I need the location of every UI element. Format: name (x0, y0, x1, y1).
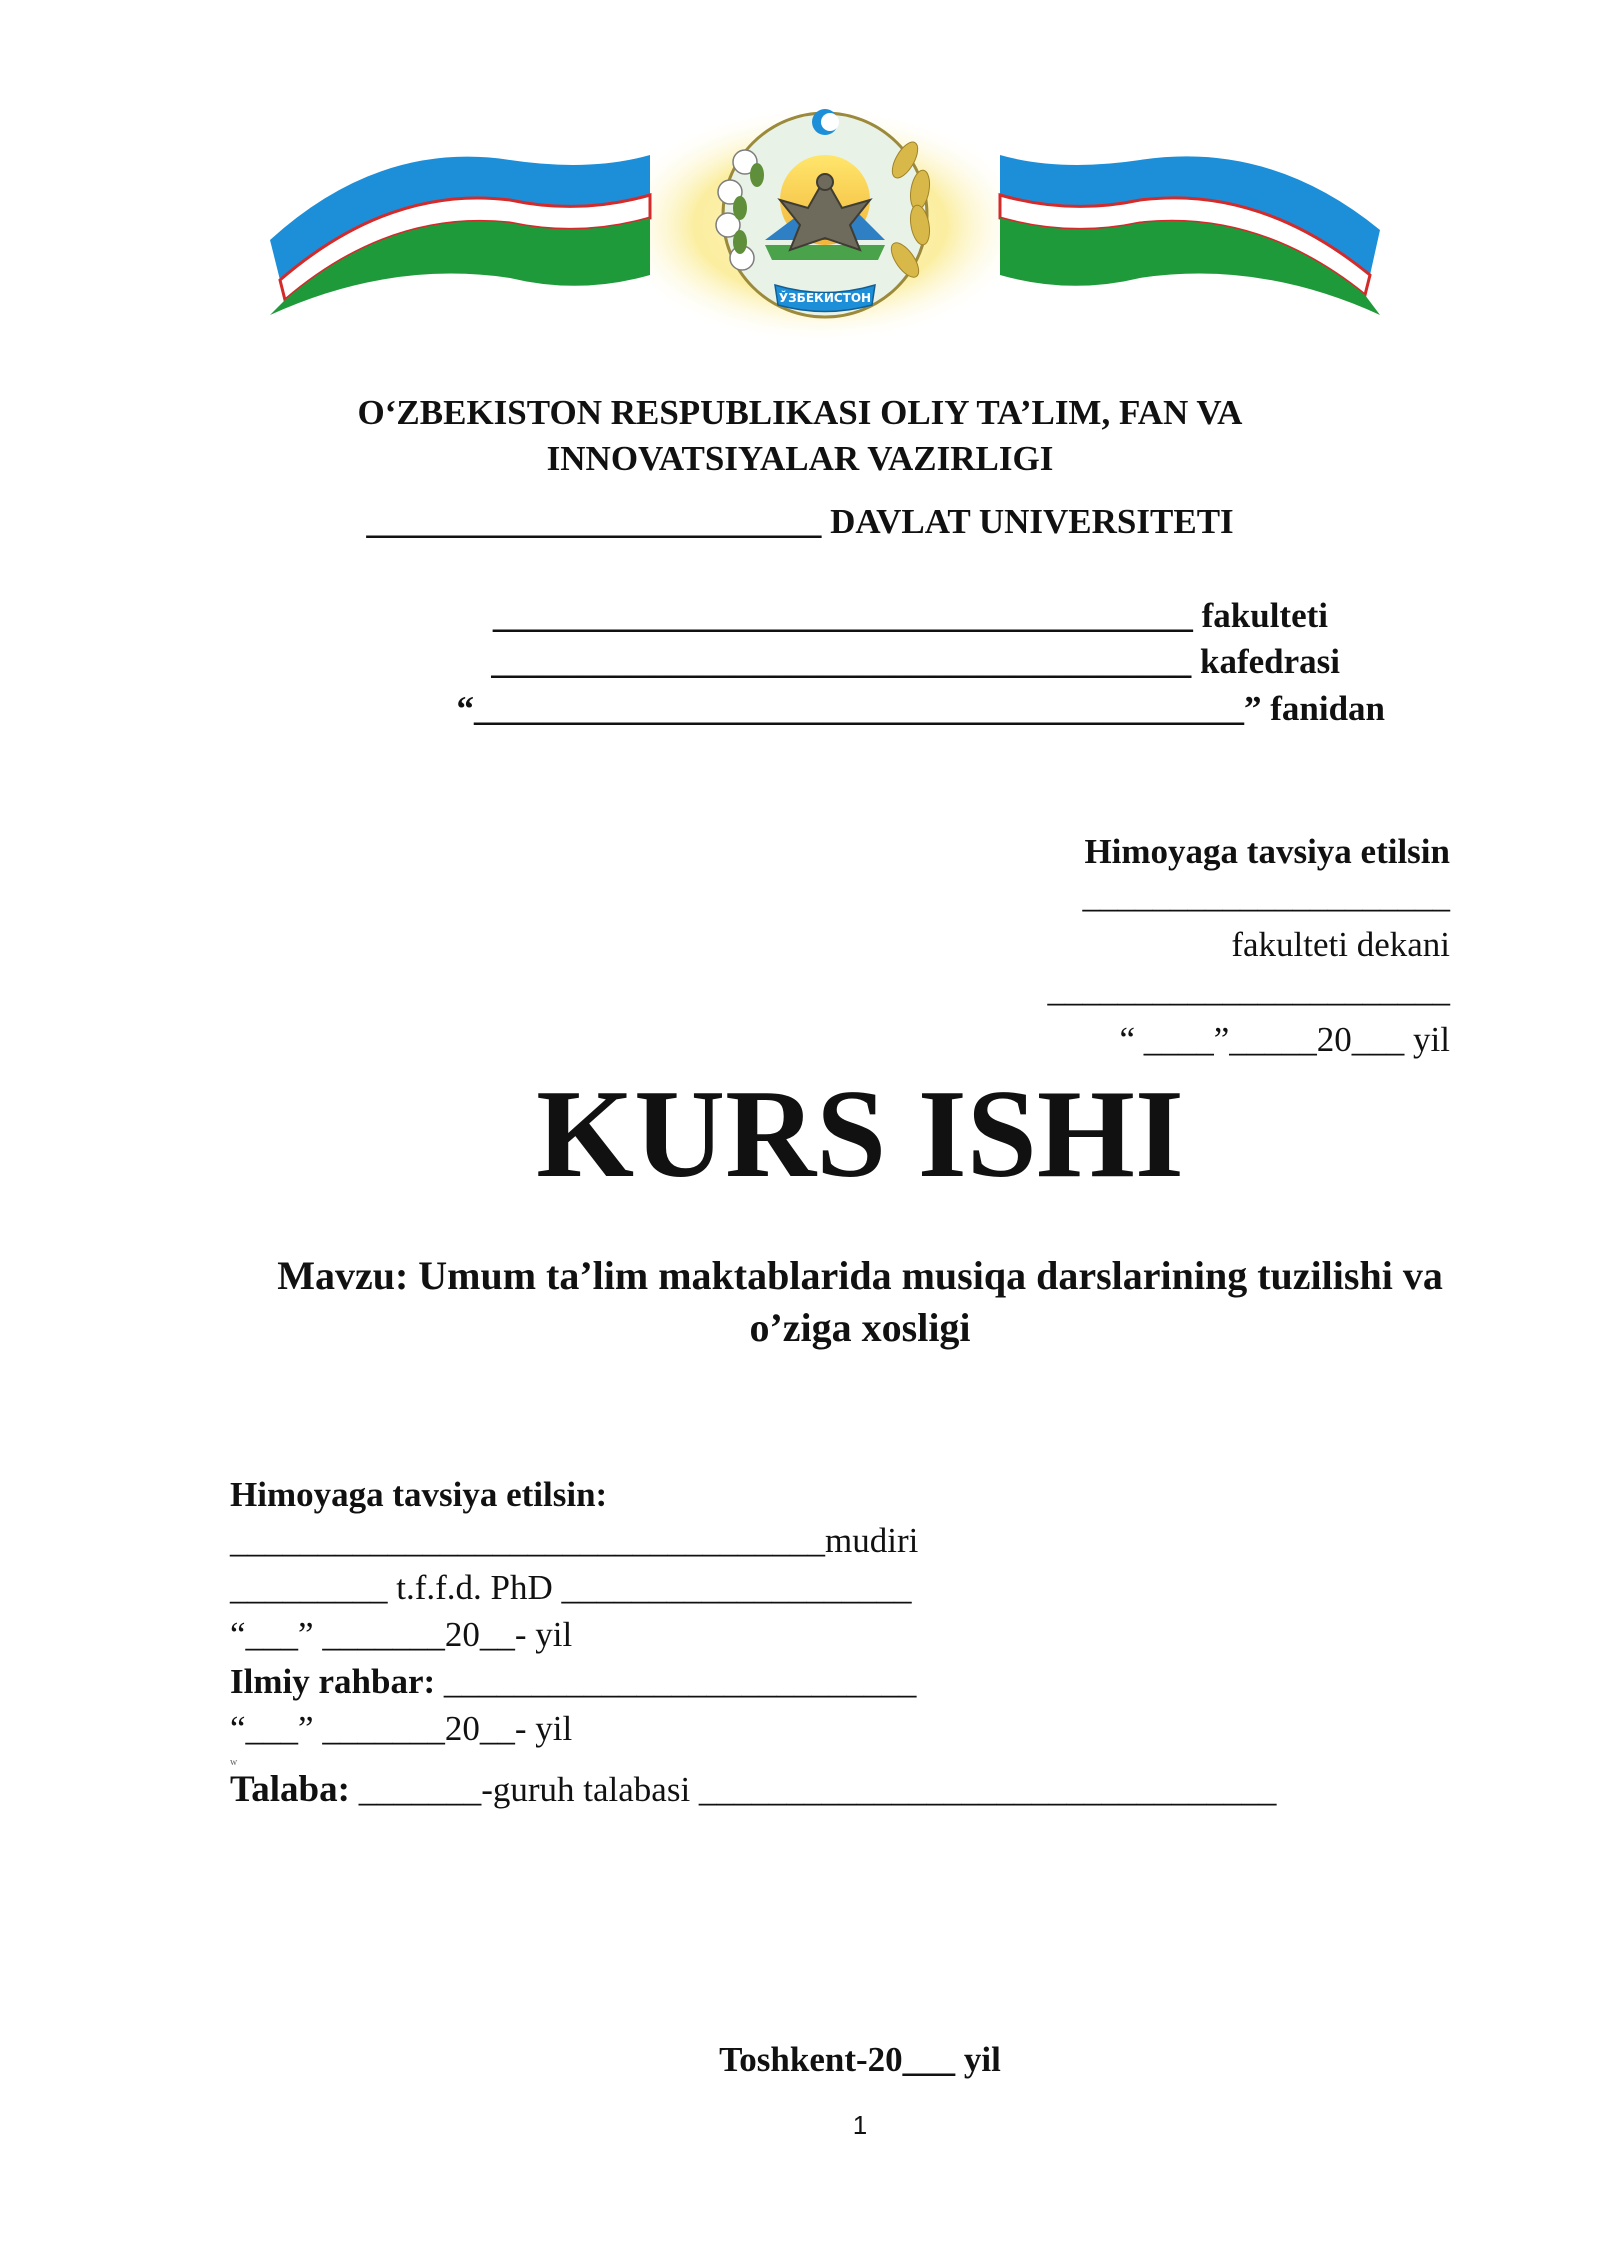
approval-right-line-1: _____________________ (1082, 876, 1450, 915)
student-row (230, 1768, 1276, 1811)
dean-label: fakulteti dekani (1231, 925, 1450, 964)
document-title: KURS ISHI (536, 1065, 1184, 1204)
subject-line: “____________________________________________” fanidan (456, 689, 1385, 728)
ministry-heading (0, 390, 1600, 482)
degree-line: _________ t.f.f.d. PhD ____________________ (230, 1568, 912, 1607)
supervisor-row (230, 1662, 916, 1702)
approval-right-date: “ ____”_____20___ yil (1119, 1020, 1450, 1059)
university-line: __________________________ DAVLAT UNIVERSITETI (366, 502, 1234, 541)
supervisor-label: Ilmiy rahbar: (230, 1662, 436, 1701)
department-line: ________________________________________ kafedrasi (491, 642, 1340, 681)
department-head-line: __________________________________mudiri (230, 1521, 919, 1560)
approval-left-heading: Himoyaga tavsiya etilsin: (230, 1475, 608, 1514)
student-label: Talaba: (230, 1769, 350, 1810)
approval-date-2: “___” _______20__- yil (230, 1709, 573, 1748)
city-year: Toshkent-20___ yil (719, 2040, 1001, 2079)
student-line: _______-guruh talabasi _________________________________ (349, 1770, 1277, 1809)
approval-right-heading: Himoyaga tavsiya etilsin (1084, 832, 1450, 871)
page-number: 1 (852, 2110, 868, 2140)
supervisor-line: ___________________________ (435, 1662, 917, 1701)
uzbekistan-state-emblem-with-flag-icon (260, 100, 1390, 340)
emblem-ribbon-text: ЎЗБЕКИСТОН (778, 291, 872, 305)
tiny-mark: w (230, 1757, 238, 1768)
approval-date-1: “___” _______20__- yil (230, 1615, 573, 1654)
approval-right-line-2: _______________________ (1047, 970, 1450, 1009)
ministry-line-2: INNOVATSIYALAR VAZIRLIGI (546, 439, 1054, 478)
topic-line-1: Mavzu: Umum ta’lim maktablarida musiqa darslarining tuzilishi va (277, 1253, 1443, 1298)
ministry-line-1: O‘ZBEKISTON RESPUBLIKASI OLIY TA’LIM, FAN VA (357, 393, 1243, 432)
topic-line-2: o’ziga xosligi (749, 1305, 971, 1350)
topic-block (230, 1250, 1490, 1354)
faculty-line: ________________________________________ fakulteti (492, 596, 1328, 635)
